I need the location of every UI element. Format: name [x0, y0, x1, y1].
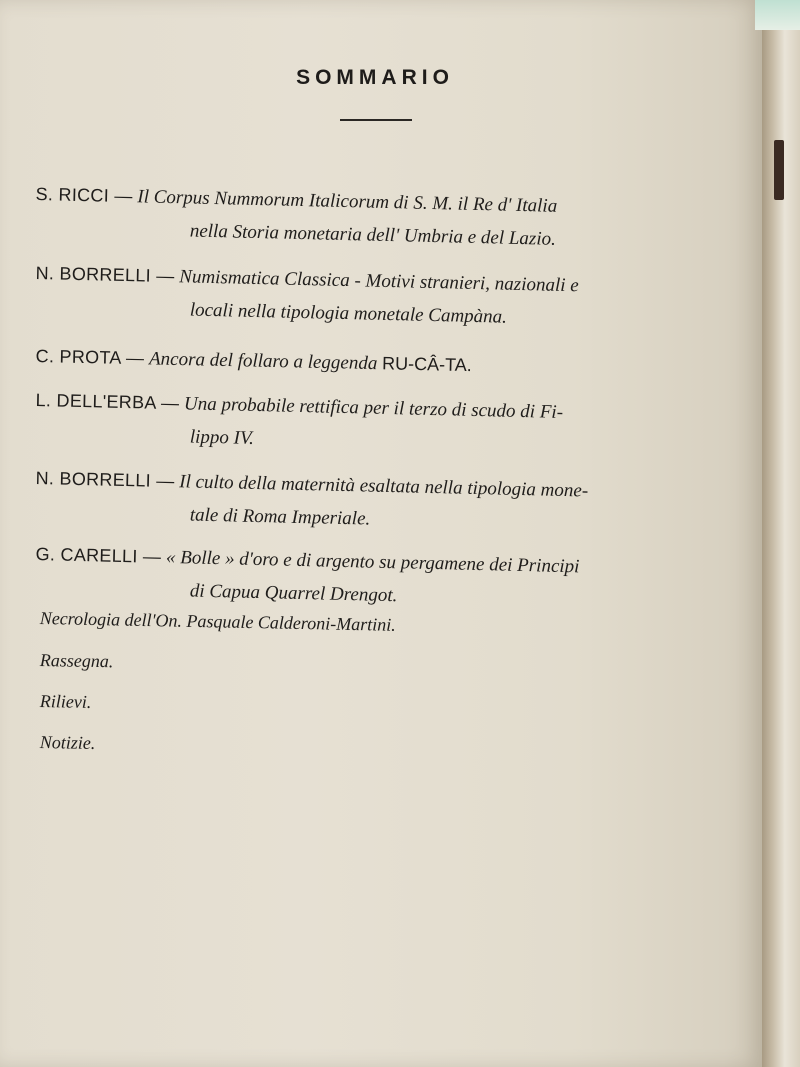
toc-item-rassegna: Rassegna.	[39, 650, 114, 672]
entry-author: L. DELL'ERBA —	[35, 389, 180, 414]
entry-title-continued: lippo IV.	[189, 426, 255, 449]
background-strip	[755, 0, 800, 30]
toc-item-rilievi: Rilievi.	[39, 691, 92, 712]
page-title: SOMMARIO	[296, 66, 454, 89]
entry-title: Ancora del follaro a leggenda	[148, 348, 378, 375]
entry-author: C. PROTA —	[35, 345, 145, 369]
entry-title-continued: nella Storia monetaria dell' Umbria e del Lazio.	[189, 220, 557, 250]
entry-title: « Bolle » d'oro e di argento su pergamene dei Principi	[165, 546, 580, 578]
entry-title: Il culto della maternità esaltata nella tipologia mone-	[179, 471, 589, 502]
entry-author: N. BORRELLI —	[35, 467, 175, 492]
entry-title-continued: locali nella tipologia monetale Campàna.	[189, 299, 508, 328]
entry-title-continued: tale di Roma Imperiale.	[189, 504, 371, 530]
entry-title-continued: di Capua Quarrel Drengot.	[189, 580, 398, 607]
entry-title: Il Corpus Nummorum Italicorum di S. M. il Re d' Italia	[137, 186, 558, 217]
entry-author: G. CARELLI —	[35, 543, 162, 567]
entry-author: S. RICCI —	[35, 183, 133, 207]
spine-mark	[774, 140, 784, 200]
entry-author: N. BORRELLI —	[35, 262, 175, 287]
toc-item-necrologia: Necrologia dell'On. Pasquale Calderoni-Martini.	[39, 608, 396, 635]
entry-title: Numismatica Classica - Motivi stranieri, nazionali e	[179, 266, 579, 297]
title-rule	[340, 119, 412, 121]
toc-item-notizie: Notizie.	[39, 732, 96, 753]
entry-title: Una probabile rettifica per il terzo di scudo di Fi-	[183, 393, 564, 423]
coin-legend: RU-CÂ-TA.	[381, 353, 472, 376]
